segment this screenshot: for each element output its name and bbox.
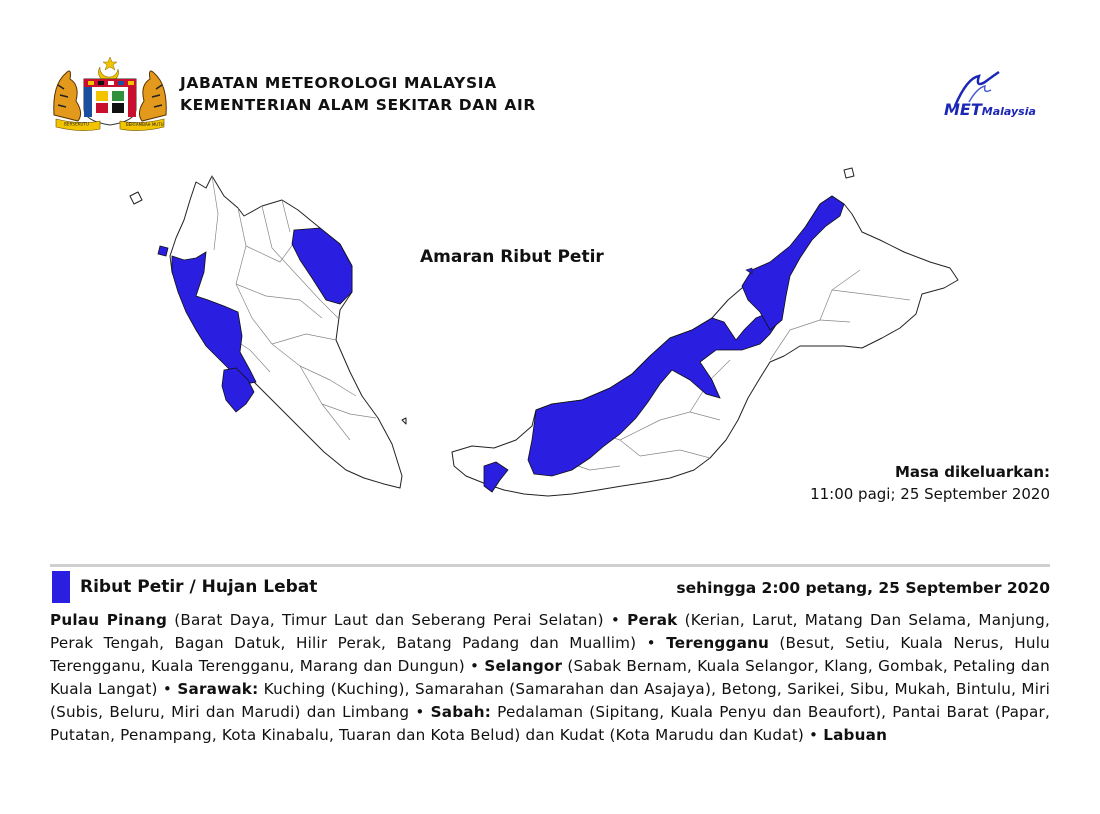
- area-state: Labuan: [823, 726, 888, 744]
- area-separator: •: [646, 634, 667, 652]
- valid-until: sehingga 2:00 petang, 25 September 2020: [676, 579, 1050, 597]
- area-detail: (Barat Daya, Timur Laut dan Seberang Perai Selatan): [167, 611, 611, 629]
- issued-label: Masa dikeluarkan:: [894, 463, 1050, 481]
- area-detail: (Besut, Setiu, Kuala Nerus, Hulu Terengganu, Kuala Terengganu, Marang dan Dungun): [50, 634, 1050, 675]
- met-malaysia-logo-text: METMalaysia: [944, 100, 1036, 119]
- area-state: Sabah:: [430, 703, 492, 721]
- svg-text:BERTAMBAH MUTU: BERTAMBAH MUTU: [126, 122, 164, 127]
- svg-text:BERSEKUTU: BERSEKUTU: [64, 121, 90, 127]
- divider: [50, 564, 1050, 567]
- area-state: Perak: [627, 611, 678, 629]
- area-detail: (Kerian, Larut, Matang Dan Selama, Manjung, Perak Tengah, Bagan Datuk, Hilir Perak, Batang Padang dan Muallim): [50, 611, 1050, 652]
- area-separator: •: [415, 703, 431, 721]
- legend-color-swatch: [52, 571, 70, 603]
- area-detail: (Sabak Bernam, Kuala Selangor, Klang, Gombak, Petaling dan Kuala Langat): [50, 657, 1050, 698]
- area-detail: Kuching (Kuching), Samarahan (Samarahan dan Asajaya), Betong, Sarikei, Sibu, Mukah, Bintulu, Miri (Subis, Beluru, Miri dan Marudi) dan Limbang: [50, 680, 1050, 721]
- area-separator: •: [162, 680, 178, 698]
- area-state: Selangor: [484, 657, 563, 675]
- warning-area-labuan: [746, 268, 752, 274]
- issued-time: 11:00 pagi; 25 September 2020: [810, 485, 1050, 503]
- area-separator: •: [610, 611, 628, 629]
- affected-areas-text: [50, 609, 1050, 747]
- area-state: Terengganu: [666, 634, 770, 652]
- area-separator: •: [809, 726, 824, 744]
- area-state: Pulau Pinang: [50, 611, 168, 629]
- map-title: Amaran Ribut Petir: [420, 247, 604, 267]
- area-separator: •: [470, 657, 485, 675]
- area-state: Sarawak:: [177, 680, 259, 698]
- legend-label: Ribut Petir / Hujan Lebat: [80, 577, 318, 597]
- agency-name: JABATAN METEOROLOGI MALAYSIA: [180, 74, 497, 92]
- ministry-name: KEMENTERIAN ALAM SEKITAR DAN AIR: [180, 96, 536, 114]
- area-detail: Pedalaman (Sipitang, Kuala Penyu dan Beaufort), Pantai Barat (Papar, Putatan, Penampang, Kota Kinabalu, Tuaran dan Kota Belud) dan Kudat (Kota Marudu dan Kudat): [50, 703, 1050, 744]
